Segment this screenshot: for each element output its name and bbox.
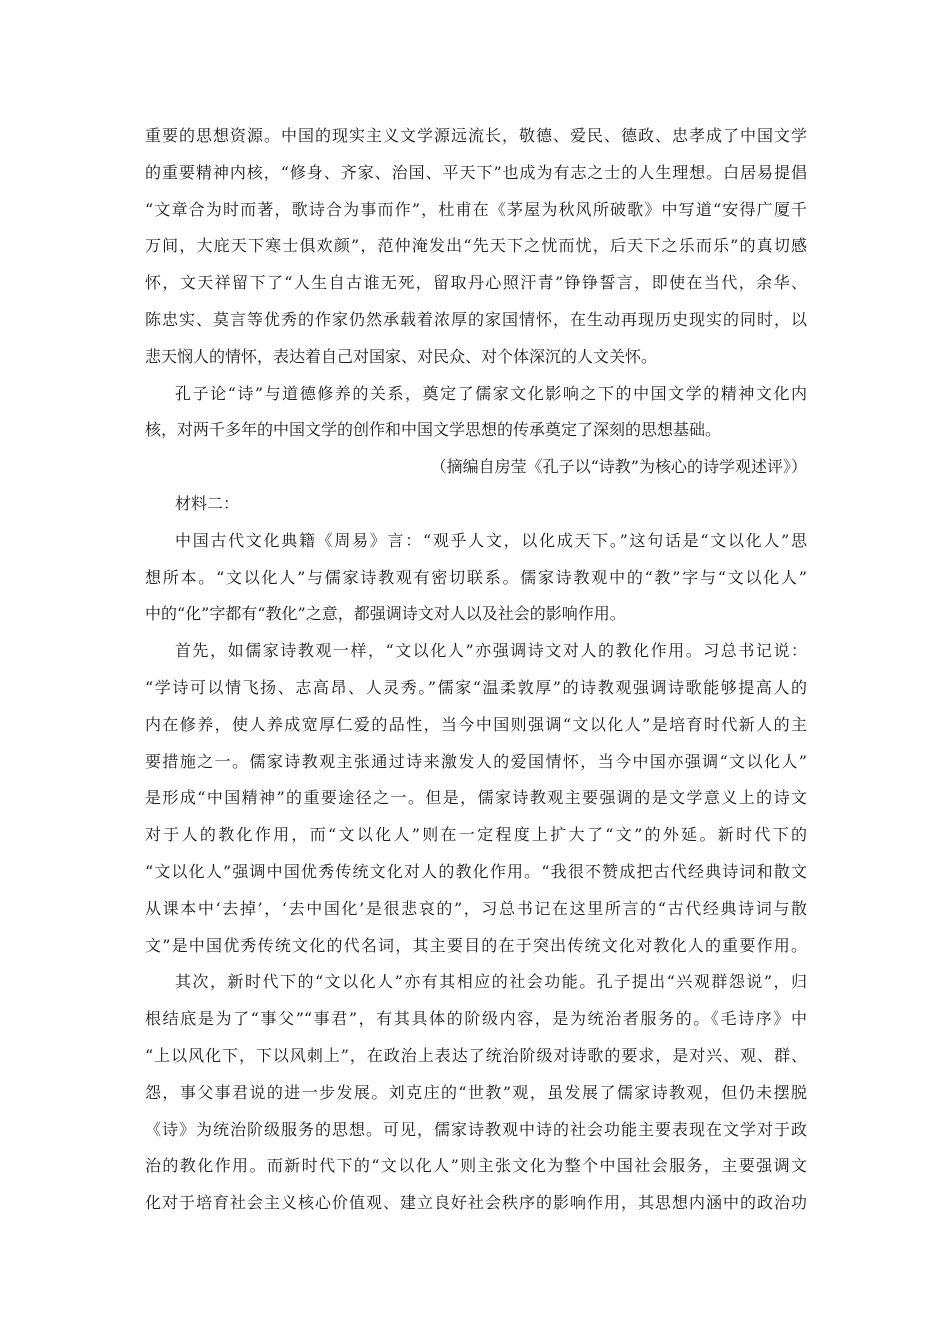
text-line: 化对于培育社会主义核心价值观、建立良好社会秩序的影响作用，其思想内涵中的政治功: [145, 1193, 807, 1213]
text-line: （摘编自房莹《孔子以“诗教”为核心的诗学观述评》）: [430, 457, 807, 477]
text-line: “文章合为时而著，歌诗合为事而作”，杜甫在《茅屋为秋风所破歌》中写道“安得广厦千: [145, 199, 807, 219]
text-line: “上以风化下，下以风刺上”，在政治上表达了统治阶级对诗歌的要求，是对兴、观、群、: [145, 1045, 807, 1065]
text-line: 悲天悯人的情怀，表达着自己对国家、对民众、对个体深沉的人文关怀。: [145, 346, 658, 366]
text-line: 《诗》为统治阶级服务的思想。可见，儒家诗教观中诗的社会功能主要表现在文学对于政: [145, 1119, 807, 1139]
text-line: 怨，事父事君说的进一步发展。刘克庄的“世教”观，虽发展了儒家诗教观，但仍未摆脱: [145, 1082, 807, 1102]
text-line: 中国古代文化典籍《周易》言：“观乎人文，以化成天下。”这句话是“文以化人”思: [175, 530, 807, 550]
text-line: 其次，新时代下的“文以化人”亦有其相应的社会功能。孔子提出“兴观群怨说”，归: [175, 972, 807, 992]
text-line: 万间，大庇天下寒士俱欢颜”，范仲淹发出“先天下之忧而忧，后天下之乐而乐”的真切感: [145, 236, 807, 256]
text-line: 从课本中‘去掉’，‘去中国化’是很悲哀的”，习总书记在这里所言的“古代经典诗词与散: [145, 898, 807, 918]
document-page: [145, 118, 807, 1222]
text-line: 治的教化作用。而新时代下的“文以化人”则主张文化为整个中国社会服务，主要强调文: [145, 1156, 807, 1176]
text-line: 孔子论“诗”与道德修养的关系，奠定了儒家文化影响之下的中国文学的精神文化内: [175, 383, 807, 403]
text-line: 怀，文天祥留下了“人生自古谁无死，留取丹心照汗青”铮铮誓言，即使在当代，余华、: [145, 273, 807, 293]
text-line: 对于人的教化作用，而“文以化人”则在一定程度上扩大了“文”的外延。新时代下的: [145, 825, 807, 845]
text-line: 材料二：: [175, 493, 240, 513]
text-line: “文以化人”强调中国优秀传统文化对人的教化作用。“我很不赞成把古代经典诗词和散文: [145, 861, 807, 881]
text-line: 重要的思想资源。中国的现实主义文学源远流长，敬德、爱民、德政、忠孝成了中国文学: [145, 126, 807, 145]
text-line: 内在修养，使人养成宽厚仁爱的品性，当今中国则强调“文以化人”是培育时代新人的主: [145, 714, 807, 734]
text-line: 想所本。“文以化人”与儒家诗教观有密切联系。儒家诗教观中的“教”字与“文以化人”: [145, 567, 807, 587]
text-line: “学诗可以情飞扬、志高昂、人灵秀。”儒家“温柔敦厚”的诗教观强调诗歌能够提高人的: [145, 677, 807, 697]
text-line: 的重要精神内核，“修身、齐家、治国、平天下”也成为有志之士的人生理想。白居易提倡: [145, 162, 807, 182]
text-line: 核，对两千多年的中国文学的创作和中国文学思想的传承奠定了深刻的思想基础。: [145, 420, 722, 440]
text-line: 根结底是为了“事父”“事君”，有其具体的阶级内容，是为统治者服务的。《毛诗序》中: [145, 1009, 807, 1029]
text-line: 陈忠实、莫言等优秀的作家仍然承载着浓厚的家国情怀，在生动再现历史现实的同时，以: [145, 309, 807, 329]
text-line: 首先，如儒家诗教观一样，“文以化人”亦强调诗文对人的教化作用。习总书记说：: [175, 641, 807, 661]
text-line: 中的“化”字都有“教化”之意，都强调诗文对人以及社会的影响作用。: [145, 604, 626, 624]
text-line: 要措施之一。儒家诗教观主张通过诗来激发人的爱国情怀，当今中国亦强调“文以化人”: [145, 751, 807, 771]
text-line: 文”是中国优秀传统文化的代名词，其主要目的在于突出传统文化对教化人的重要作用。: [145, 935, 807, 955]
text-line: 是形成“中国精神”的重要途径之一。但是，儒家诗教观主要强调的是文学意义上的诗文: [145, 788, 807, 808]
